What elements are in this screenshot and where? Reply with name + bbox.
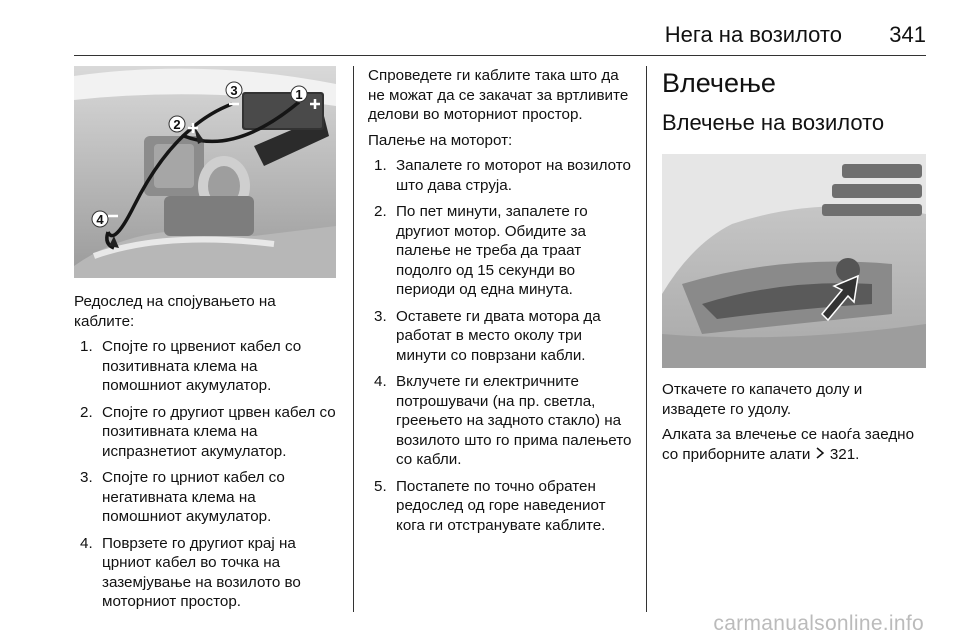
list-item: 4. Вклучете ги електричните потрошувачи (на пр. светла, греењето на задното стакло) на возилото што го прима палењето со кабли. xyxy=(374,373,632,468)
page-header xyxy=(74,22,926,52)
connection-intro: Редослед на спојувањето на каблите: xyxy=(74,293,276,330)
connection-steps xyxy=(74,337,336,612)
column-left xyxy=(74,66,336,619)
callout-4: 4 xyxy=(96,212,104,227)
callout-1: 1 xyxy=(295,87,303,102)
front-bumper-image xyxy=(662,154,926,368)
column-divider xyxy=(646,66,647,612)
subsection-title: Влечење на возилото xyxy=(662,110,885,135)
jump-start-illustration xyxy=(74,66,336,278)
watermark: carmanualsonline.info xyxy=(713,612,924,635)
tow-eye-location-paragraph: Алката за влечење се наоѓа заедно со приборните алати 321. xyxy=(662,426,915,463)
column-right xyxy=(662,66,926,470)
page-title: Нега на возилото xyxy=(664,22,842,47)
page-reference-icon xyxy=(815,445,826,465)
engine-start-label: Палење на моторот: xyxy=(368,131,513,149)
cable-routing-paragraph: Спроведете ги каблите така што да не можат да се закачат за вртливите делови во моторниот простор. xyxy=(368,67,629,123)
list-item: 2. Спојте го другиот црвен кабел со позитивната клема на испразнетиот акумулатор. xyxy=(80,403,336,460)
engine-bay-image xyxy=(74,66,336,278)
callout-3: 3 xyxy=(230,83,238,98)
callout-2: 2 xyxy=(173,117,181,132)
list-item: 1. Спојте го црвениот кабел со позитивната клема на помошниот акумулатор. xyxy=(80,338,302,394)
list-item: 5. Постапете по точно обратен редослед од горе наведениот кога ги отстранувате каблите. xyxy=(374,477,606,534)
column-middle xyxy=(368,66,634,542)
page-number: 341 xyxy=(889,22,926,47)
towing-eye-illustration xyxy=(662,154,926,368)
list-item: 4. Поврзете го другиот крај на црниот кабел во точка на заземјување на возилото во моторниот простор. xyxy=(80,534,301,610)
list-item: 2. По пет минути, запалете го другиот мотор. Обидите за палење не треба да траат подолго од 15 секунди во периоди од една минута. xyxy=(374,203,588,298)
remove-cap-paragraph: Откачете го капачето долу и извадете го удолу. xyxy=(662,381,863,418)
column-divider xyxy=(353,66,354,612)
header-rule xyxy=(74,55,926,56)
section-title: Влечење xyxy=(662,68,776,98)
list-item: 3. Спојте го црниот кабел со негативната клема на помошниот акумулатор. xyxy=(80,469,285,525)
page-reference-link[interactable]: 321. xyxy=(829,445,860,463)
list-item: 3. Оставете ги двата мотора да работат в место околу три минути со поврзани кабли. xyxy=(374,307,601,364)
list-item: 1. Запалете го моторот на возилото што дава струја. xyxy=(374,157,631,194)
engine-start-steps xyxy=(368,156,634,535)
